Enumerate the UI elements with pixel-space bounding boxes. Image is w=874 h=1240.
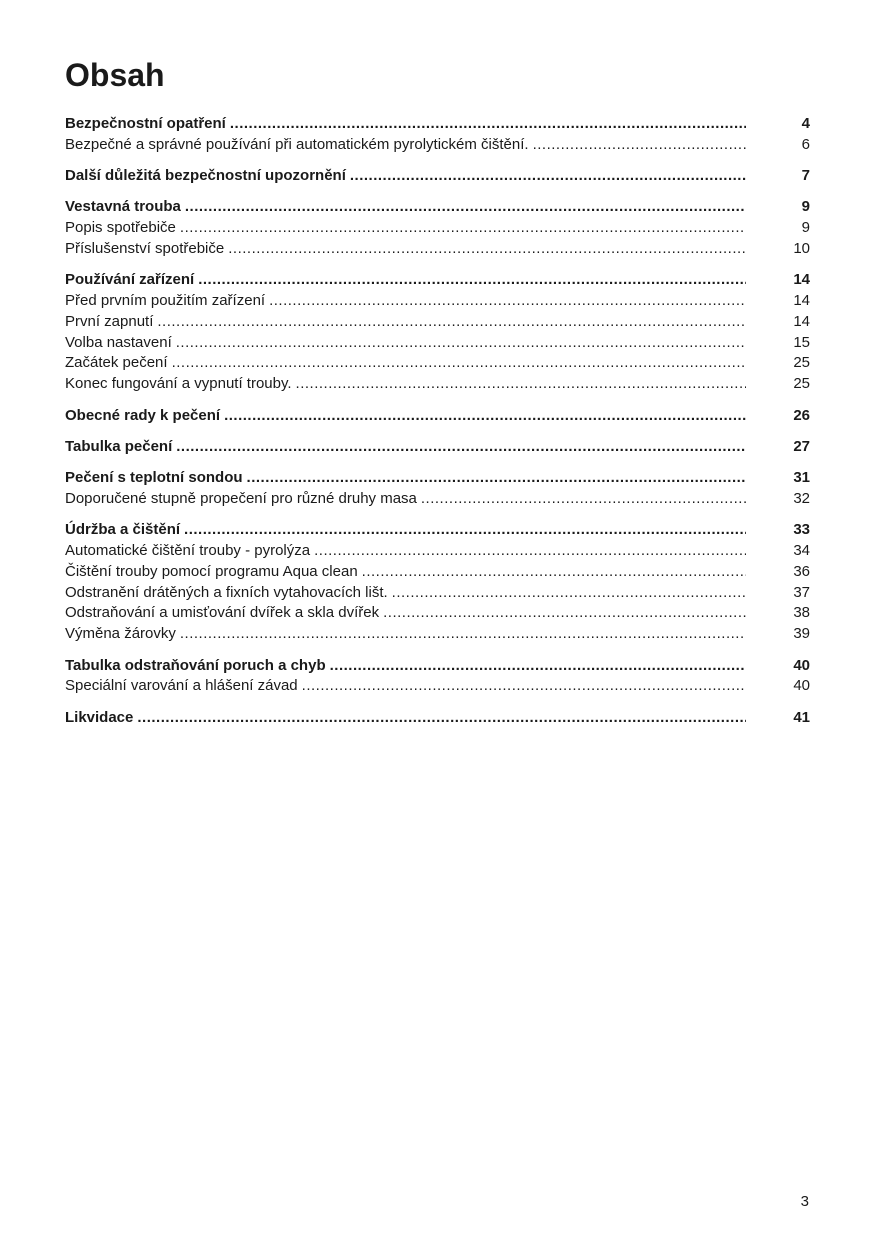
- page-number: 3: [800, 1193, 809, 1210]
- toc-entry-label: Příslušenství spotřebiče: [65, 239, 225, 257]
- toc-entry-page: 14: [793, 271, 810, 289]
- toc-entry-label: Popis spotřebiče: [65, 219, 176, 237]
- toc-dot-leader: [185, 197, 746, 218]
- toc-subentry[interactable]: [65, 541, 810, 562]
- toc-section: [65, 468, 810, 510]
- toc-dot-leader: [157, 312, 746, 333]
- toc-entry-label: Likvidace: [65, 708, 134, 726]
- toc-entry-page: 38: [793, 604, 810, 622]
- toc-entry-page: 39: [793, 625, 810, 643]
- toc-entry-page: 9: [801, 219, 810, 237]
- toc-entry-label: Před prvním použitím zařízení: [65, 292, 266, 310]
- toc-dot-leader: [184, 520, 746, 541]
- toc-chapter-entry[interactable]: [65, 197, 810, 218]
- toc-entry-page: 7: [801, 167, 810, 185]
- toc-entry-page: 31: [793, 469, 810, 487]
- toc-chapter-entry[interactable]: [65, 114, 810, 135]
- toc-subentry[interactable]: [65, 312, 810, 333]
- toc-section: [65, 708, 810, 729]
- toc-dot-leader: [383, 603, 746, 624]
- toc-dot-leader: [247, 468, 746, 489]
- toc-dot-leader: [176, 437, 746, 458]
- toc-entry-label: Výměna žárovky: [65, 625, 176, 643]
- toc-chapter-entry[interactable]: [65, 437, 810, 458]
- toc-entry-page: 10: [793, 239, 810, 257]
- toc-subentry[interactable]: [65, 624, 810, 645]
- toc-subentry[interactable]: [65, 135, 810, 156]
- toc-dot-leader: [392, 583, 746, 604]
- toc-chapter-entry[interactable]: [65, 520, 810, 541]
- toc-subentry[interactable]: [65, 374, 810, 395]
- toc-section: [65, 270, 810, 395]
- toc-entry-page: 40: [793, 677, 810, 695]
- toc-dot-leader: [198, 270, 746, 291]
- toc-dot-leader: [230, 114, 746, 135]
- toc-dot-leader: [362, 562, 746, 583]
- toc-chapter-entry[interactable]: [65, 708, 810, 729]
- page-title: Obsah: [65, 57, 165, 93]
- toc-dot-leader: [533, 135, 746, 156]
- toc-dot-leader: [269, 291, 746, 312]
- toc-subentry[interactable]: [65, 489, 810, 510]
- toc-subentry[interactable]: [65, 676, 810, 697]
- toc-entry-page: 6: [801, 135, 810, 153]
- toc-chapter-entry[interactable]: [65, 406, 810, 427]
- toc-entry-page: 9: [801, 198, 810, 216]
- toc-entry-page: 36: [793, 562, 810, 580]
- toc-entry-label: Volba nastavení: [65, 333, 172, 351]
- toc-entry-page: 25: [793, 354, 810, 372]
- toc-entry-page: 4: [801, 115, 810, 132]
- toc-entry-page: 14: [793, 312, 810, 330]
- toc-entry-label: Bezpečné a správné používání při automatickém pyrolytickém čištění.: [65, 135, 529, 153]
- toc-subentry[interactable]: [65, 239, 810, 260]
- toc-entry-page: 26: [793, 406, 810, 424]
- toc-subentry[interactable]: [65, 218, 810, 239]
- toc-entry-label: Začátek pečení: [65, 354, 168, 372]
- toc-entry-page: 33: [793, 521, 810, 539]
- toc-entry-label: Konec fungování a vypnutí trouby.: [65, 375, 292, 393]
- toc-entry-page: 27: [793, 437, 810, 455]
- toc-entry-page: 41: [793, 708, 810, 726]
- toc-dot-leader: [224, 406, 746, 427]
- toc-entry-label: Speciální varování a hlášení závad: [65, 677, 298, 695]
- toc-entry-page: 25: [793, 375, 810, 393]
- toc-entry-label: Automatické čištění trouby - pyrolýza: [65, 542, 311, 560]
- toc-entry-page: 40: [793, 656, 810, 674]
- toc-entry-page: 32: [793, 489, 810, 507]
- toc-subentry[interactable]: [65, 353, 810, 374]
- toc-dot-leader: [176, 333, 746, 354]
- toc-section: [65, 656, 810, 698]
- toc-entry-label: Tabulka pečení: [65, 437, 173, 455]
- toc-subentry[interactable]: [65, 603, 810, 624]
- toc-entry-label: Čištění trouby pomocí programu Aqua clean: [65, 562, 358, 580]
- toc-entry-label: Tabulka odstraňování poruch a chyb: [65, 656, 326, 674]
- toc-subentry[interactable]: [65, 291, 810, 312]
- toc-entry-label: První zapnutí: [65, 312, 154, 330]
- toc-section: [65, 114, 810, 156]
- toc-chapter-entry[interactable]: [65, 656, 810, 677]
- toc-dot-leader: [302, 676, 746, 697]
- toc-entry-label: Vestavná trouba: [65, 198, 181, 216]
- toc-dot-leader: [296, 374, 746, 395]
- toc-dot-leader: [314, 541, 746, 562]
- toc-entry-label: Obecné rady k pečení: [65, 406, 221, 424]
- toc-entry-label: Bezpečnostní opatření: [65, 115, 226, 132]
- toc-dot-leader: [330, 656, 746, 677]
- toc-chapter-entry[interactable]: [65, 166, 810, 187]
- toc-entry-label: Další důležitá bezpečnostní upozornění: [65, 167, 346, 185]
- toc-dot-leader: [350, 166, 746, 187]
- toc-section: [65, 166, 810, 187]
- toc-entry-label: Používání zařízení: [65, 271, 195, 289]
- toc-entry-label: Doporučené stupně propečení pro různé druhy masa: [65, 489, 417, 507]
- toc-entry-label: Pečení s teplotní sondou: [65, 469, 243, 487]
- toc-subentry[interactable]: [65, 583, 810, 604]
- toc-entry-page: 14: [793, 292, 810, 310]
- toc-entry-page: 15: [793, 333, 810, 351]
- toc-entry-label: Odstraňování a umisťování dvířek a skla dvířek: [65, 604, 380, 622]
- toc-dot-leader: [180, 218, 746, 239]
- toc-chapter-entry[interactable]: [65, 270, 810, 291]
- toc-dot-leader: [421, 489, 746, 510]
- toc-chapter-entry[interactable]: [65, 468, 810, 489]
- toc-section: [65, 520, 810, 645]
- toc-section: [65, 197, 810, 259]
- toc-entry-label: Údržba a čištění: [65, 521, 181, 539]
- toc-section: [65, 437, 810, 458]
- table-of-contents: [65, 114, 810, 739]
- toc-entry-label: Odstranění drátěných a fixních vytahovacích lišt.: [65, 583, 388, 601]
- toc-subentry[interactable]: [65, 333, 810, 354]
- toc-dot-leader: [172, 353, 746, 374]
- toc-subentry[interactable]: [65, 562, 810, 583]
- toc-entry-page: 34: [793, 542, 810, 560]
- toc-entry-page: 37: [793, 583, 810, 601]
- toc-dot-leader: [228, 239, 746, 260]
- toc-section: [65, 406, 810, 427]
- toc-dot-leader: [180, 624, 746, 645]
- toc-dot-leader: [137, 708, 746, 729]
